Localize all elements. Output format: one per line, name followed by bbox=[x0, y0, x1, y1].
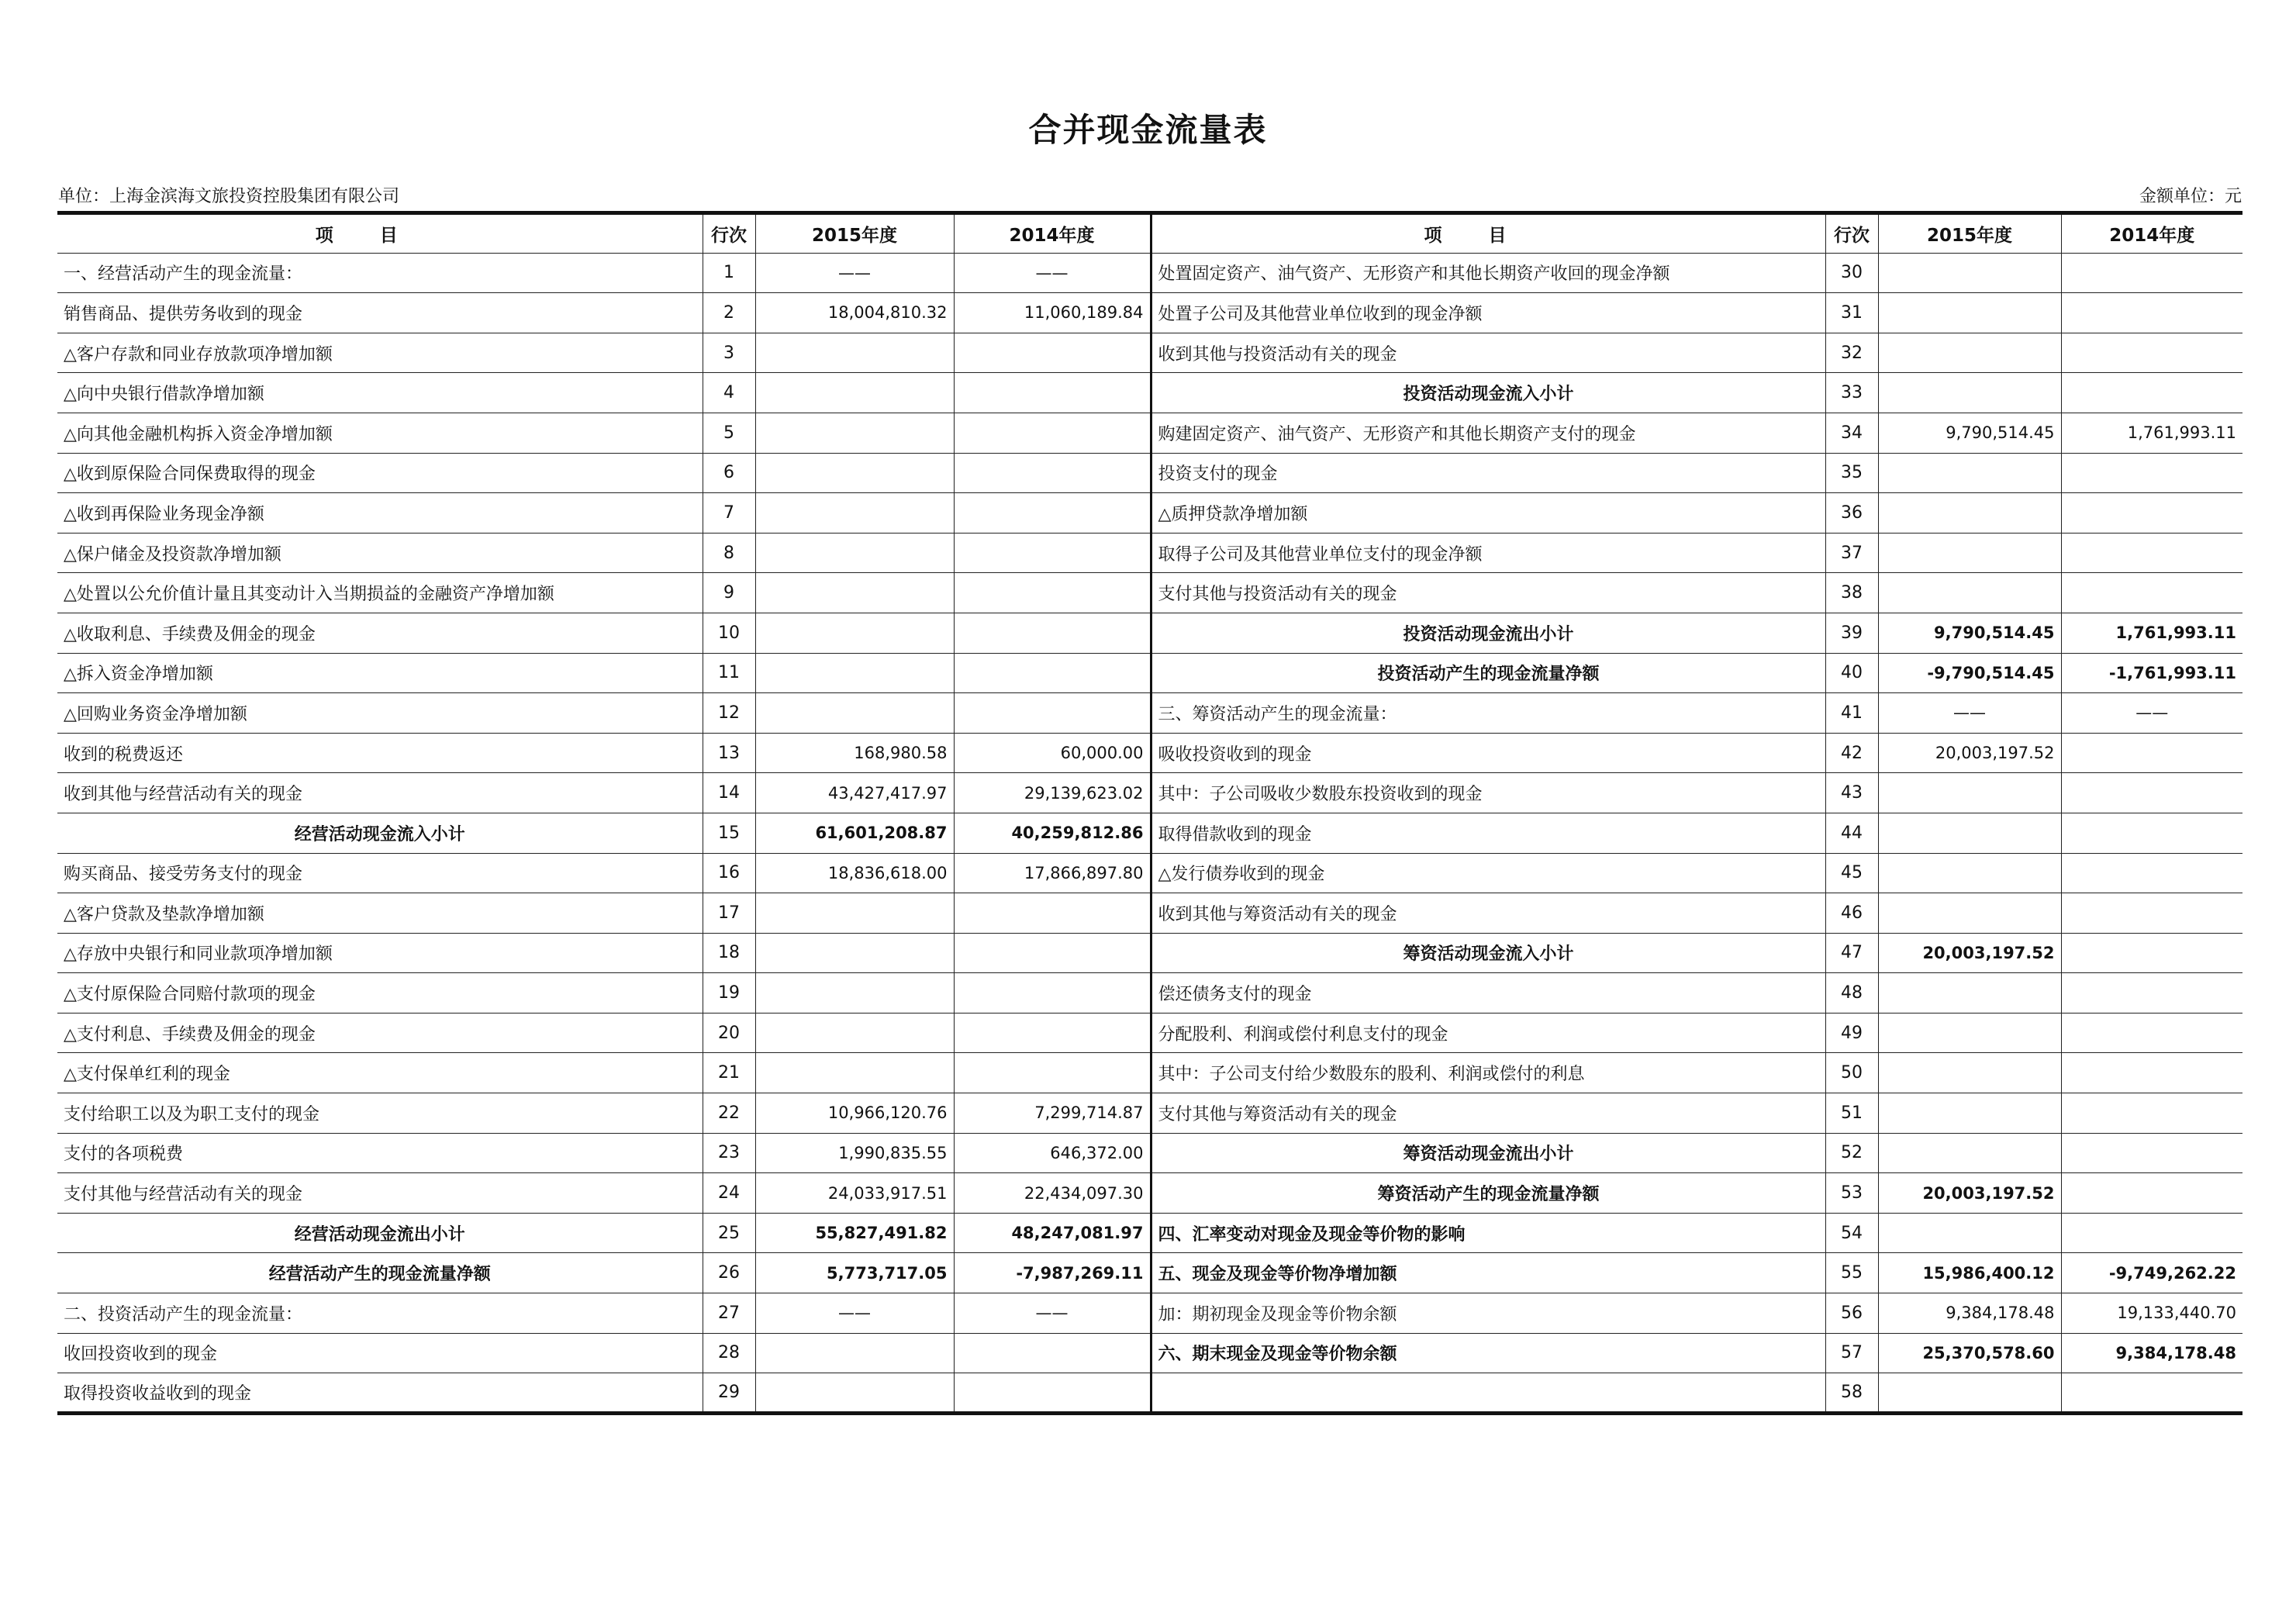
left-line-number: 3 bbox=[703, 333, 755, 373]
left-value-2015: 10,966,120.76 bbox=[755, 1093, 954, 1134]
left-value-2014 bbox=[954, 1333, 1151, 1373]
right-line-number: 37 bbox=[1825, 533, 1878, 573]
left-value-2015 bbox=[755, 893, 954, 934]
right-line-number: 54 bbox=[1825, 1213, 1878, 1253]
left-line-number: 7 bbox=[703, 493, 755, 534]
header-2014-left: 2014年度 bbox=[954, 213, 1151, 254]
left-line-number: 24 bbox=[703, 1173, 755, 1214]
right-value-2014 bbox=[2061, 813, 2242, 853]
left-value-2015: 5,773,717.05 bbox=[755, 1253, 954, 1293]
left-value-2014: —— bbox=[954, 253, 1151, 293]
left-item: △收到原保险合同保费取得的现金 bbox=[57, 453, 703, 493]
right-value-2015 bbox=[1878, 493, 2061, 534]
right-line-number: 58 bbox=[1825, 1373, 1878, 1414]
left-item: △支付利息、手续费及佣金的现金 bbox=[57, 1013, 703, 1053]
right-item: 处置子公司及其他营业单位收到的现金净额 bbox=[1151, 293, 1825, 333]
left-value-2014 bbox=[954, 893, 1151, 934]
table-row bbox=[57, 1293, 2242, 1334]
left-value-2014 bbox=[954, 1013, 1151, 1053]
left-value-2014 bbox=[954, 1053, 1151, 1093]
left-item: 支付的各项税费 bbox=[57, 1133, 703, 1173]
left-line-number: 12 bbox=[703, 693, 755, 734]
right-value-2014 bbox=[2061, 1133, 2242, 1173]
right-item: 购建固定资产、油气资产、无形资产和其他长期资产支付的现金 bbox=[1151, 413, 1825, 453]
right-value-2014 bbox=[2061, 973, 2242, 1014]
right-line-number: 44 bbox=[1825, 813, 1878, 853]
table-row bbox=[57, 293, 2242, 333]
left-value-2014 bbox=[954, 1373, 1151, 1414]
right-item: 收到其他与投资活动有关的现金 bbox=[1151, 333, 1825, 373]
left-value-2014 bbox=[954, 973, 1151, 1014]
table-row bbox=[57, 813, 2242, 853]
left-value-2015 bbox=[755, 333, 954, 373]
right-item bbox=[1151, 1373, 1825, 1414]
right-item: 三、筹资活动产生的现金流量： bbox=[1151, 693, 1825, 734]
right-value-2014 bbox=[2061, 853, 2242, 893]
left-line-number: 11 bbox=[703, 653, 755, 693]
right-line-number: 38 bbox=[1825, 573, 1878, 613]
right-item: 取得借款收到的现金 bbox=[1151, 813, 1825, 853]
right-value-2015 bbox=[1878, 1133, 2061, 1173]
table-row bbox=[57, 533, 2242, 573]
right-value-2015: -9,790,514.45 bbox=[1878, 653, 2061, 693]
left-line-number: 16 bbox=[703, 853, 755, 893]
right-value-2015: 9,384,178.48 bbox=[1878, 1293, 2061, 1334]
right-value-2014 bbox=[2061, 333, 2242, 373]
left-value-2014 bbox=[954, 693, 1151, 734]
table-row bbox=[57, 1053, 2242, 1093]
right-value-2015: 9,790,514.45 bbox=[1878, 413, 2061, 453]
right-value-2015: 20,003,197.52 bbox=[1878, 1173, 2061, 1214]
right-item: 取得子公司及其他营业单位支付的现金净额 bbox=[1151, 533, 1825, 573]
header-2015-left: 2015年度 bbox=[755, 213, 954, 254]
right-item: 筹资活动现金流出小计 bbox=[1151, 1133, 1825, 1173]
right-value-2015 bbox=[1878, 293, 2061, 333]
left-value-2015 bbox=[755, 493, 954, 534]
left-value-2014 bbox=[954, 533, 1151, 573]
table-row bbox=[57, 413, 2242, 453]
left-value-2014: 29,139,623.02 bbox=[954, 773, 1151, 813]
right-item: 支付其他与筹资活动有关的现金 bbox=[1151, 1093, 1825, 1134]
left-line-number: 13 bbox=[703, 733, 755, 773]
left-line-number: 23 bbox=[703, 1133, 755, 1173]
left-item: 经营活动现金流出小计 bbox=[57, 1213, 703, 1253]
table-row bbox=[57, 733, 2242, 773]
right-item: 其中：子公司吸收少数股东投资收到的现金 bbox=[1151, 773, 1825, 813]
right-item: 处置固定资产、油气资产、无形资产和其他长期资产收回的现金净额 bbox=[1151, 253, 1825, 293]
left-item: △支付保单红利的现金 bbox=[57, 1053, 703, 1093]
right-item: 投资活动现金流出小计 bbox=[1151, 613, 1825, 653]
left-item: 收到的税费返还 bbox=[57, 733, 703, 773]
left-value-2014 bbox=[954, 573, 1151, 613]
right-value-2014 bbox=[2061, 733, 2242, 773]
right-line-number: 48 bbox=[1825, 973, 1878, 1014]
left-value-2015: —— bbox=[755, 253, 954, 293]
right-item: 分配股利、利润或偿付利息支付的现金 bbox=[1151, 1013, 1825, 1053]
left-line-number: 10 bbox=[703, 613, 755, 653]
left-item: △客户存款和同业存放款项净增加额 bbox=[57, 333, 703, 373]
table-row bbox=[57, 653, 2242, 693]
right-value-2014 bbox=[2061, 1013, 2242, 1053]
left-value-2015 bbox=[755, 1333, 954, 1373]
left-value-2015: 43,427,417.97 bbox=[755, 773, 954, 813]
table-row bbox=[57, 613, 2242, 653]
left-value-2015 bbox=[755, 413, 954, 453]
right-item: 六、期末现金及现金等价物余额 bbox=[1151, 1333, 1825, 1373]
left-item: △收取利息、手续费及佣金的现金 bbox=[57, 613, 703, 653]
right-line-number: 56 bbox=[1825, 1293, 1878, 1334]
left-item: △拆入资金净增加额 bbox=[57, 653, 703, 693]
left-value-2014 bbox=[954, 653, 1151, 693]
left-line-number: 9 bbox=[703, 573, 755, 613]
table-row bbox=[57, 1173, 2242, 1214]
table-row bbox=[57, 853, 2242, 893]
right-line-number: 51 bbox=[1825, 1093, 1878, 1134]
right-item: 加：期初现金及现金等价物余额 bbox=[1151, 1293, 1825, 1334]
left-value-2015 bbox=[755, 533, 954, 573]
left-value-2015: 18,004,810.32 bbox=[755, 293, 954, 333]
left-line-number: 8 bbox=[703, 533, 755, 573]
left-value-2015: 1,990,835.55 bbox=[755, 1133, 954, 1173]
left-item: 收到其他与经营活动有关的现金 bbox=[57, 773, 703, 813]
left-value-2014: 60,000.00 bbox=[954, 733, 1151, 773]
right-value-2014 bbox=[2061, 773, 2242, 813]
left-value-2015 bbox=[755, 693, 954, 734]
table-row bbox=[57, 1213, 2242, 1253]
header-2015-right: 2015年度 bbox=[1878, 213, 2061, 254]
left-item: 收回投资收到的现金 bbox=[57, 1333, 703, 1373]
right-value-2014 bbox=[2061, 893, 2242, 934]
left-value-2014: -7,987,269.11 bbox=[954, 1253, 1151, 1293]
right-line-number: 52 bbox=[1825, 1133, 1878, 1173]
right-line-number: 35 bbox=[1825, 453, 1878, 493]
left-line-number: 27 bbox=[703, 1293, 755, 1334]
left-item: 一、经营活动产生的现金流量： bbox=[57, 253, 703, 293]
right-item: 吸收投资收到的现金 bbox=[1151, 733, 1825, 773]
left-line-number: 15 bbox=[703, 813, 755, 853]
left-line-number: 29 bbox=[703, 1373, 755, 1414]
table-row bbox=[57, 453, 2242, 493]
left-value-2015 bbox=[755, 933, 954, 973]
table-row bbox=[57, 1133, 2242, 1173]
left-line-number: 17 bbox=[703, 893, 755, 934]
left-value-2015 bbox=[755, 973, 954, 1014]
left-item: △存放中央银行和同业款项净增加额 bbox=[57, 933, 703, 973]
left-line-number: 1 bbox=[703, 253, 755, 293]
right-value-2014 bbox=[2061, 493, 2242, 534]
left-value-2014: 22,434,097.30 bbox=[954, 1173, 1151, 1214]
table-row bbox=[57, 573, 2242, 613]
table-row bbox=[57, 253, 2242, 293]
table-row bbox=[57, 1373, 2242, 1414]
left-value-2015 bbox=[755, 1373, 954, 1414]
right-value-2015 bbox=[1878, 853, 2061, 893]
header-line-left: 行次 bbox=[703, 213, 755, 254]
page-title: 合并现金流量表 bbox=[1028, 111, 1268, 149]
left-value-2014 bbox=[954, 413, 1151, 453]
right-value-2015: 25,370,578.60 bbox=[1878, 1333, 2061, 1373]
right-line-number: 53 bbox=[1825, 1173, 1878, 1214]
left-value-2014: 48,247,081.97 bbox=[954, 1213, 1151, 1253]
left-item: 取得投资收益收到的现金 bbox=[57, 1373, 703, 1414]
right-item: 其中：子公司支付给少数股东的股利、利润或偿付的利息 bbox=[1151, 1053, 1825, 1093]
right-value-2014 bbox=[2061, 1053, 2242, 1093]
right-line-number: 50 bbox=[1825, 1053, 1878, 1093]
left-value-2015 bbox=[755, 653, 954, 693]
left-line-number: 6 bbox=[703, 453, 755, 493]
table-row bbox=[57, 493, 2242, 534]
left-line-number: 21 bbox=[703, 1053, 755, 1093]
table-row bbox=[57, 373, 2242, 413]
left-line-number: 5 bbox=[703, 413, 755, 453]
left-value-2014: 7,299,714.87 bbox=[954, 1093, 1151, 1134]
left-item: 购买商品、接受劳务支付的现金 bbox=[57, 853, 703, 893]
left-line-number: 28 bbox=[703, 1333, 755, 1373]
right-value-2014 bbox=[2061, 1373, 2242, 1414]
left-line-number: 25 bbox=[703, 1213, 755, 1253]
right-line-number: 57 bbox=[1825, 1333, 1878, 1373]
left-value-2015 bbox=[755, 453, 954, 493]
right-value-2014 bbox=[2061, 533, 2242, 573]
right-item: 收到其他与筹资活动有关的现金 bbox=[1151, 893, 1825, 934]
left-item: △回购业务资金净增加额 bbox=[57, 693, 703, 734]
right-value-2014 bbox=[2061, 373, 2242, 413]
right-value-2014 bbox=[2061, 1093, 2242, 1134]
right-item: 支付其他与投资活动有关的现金 bbox=[1151, 573, 1825, 613]
left-value-2014: 11,060,189.84 bbox=[954, 293, 1151, 333]
right-line-number: 45 bbox=[1825, 853, 1878, 893]
right-item: 四、汇率变动对现金及现金等价物的影响 bbox=[1151, 1213, 1825, 1253]
right-value-2015 bbox=[1878, 1213, 2061, 1253]
right-value-2015: 20,003,197.52 bbox=[1878, 933, 2061, 973]
right-line-number: 40 bbox=[1825, 653, 1878, 693]
table-row bbox=[57, 973, 2242, 1014]
right-item: 投资活动产生的现金流量净额 bbox=[1151, 653, 1825, 693]
header-item-left: 项目 bbox=[57, 213, 703, 254]
right-value-2015 bbox=[1878, 573, 2061, 613]
right-value-2014 bbox=[2061, 253, 2242, 293]
left-value-2014 bbox=[954, 333, 1151, 373]
left-line-number: 19 bbox=[703, 973, 755, 1014]
right-value-2015 bbox=[1878, 813, 2061, 853]
right-value-2014 bbox=[2061, 293, 2242, 333]
left-line-number: 22 bbox=[703, 1093, 755, 1134]
left-item: △收到再保险业务现金净额 bbox=[57, 493, 703, 534]
right-line-number: 55 bbox=[1825, 1253, 1878, 1293]
right-value-2015 bbox=[1878, 773, 2061, 813]
table-row bbox=[57, 933, 2242, 973]
cash-flow-table bbox=[57, 211, 2242, 1415]
right-line-number: 41 bbox=[1825, 693, 1878, 734]
right-line-number: 34 bbox=[1825, 413, 1878, 453]
right-item: 筹资活动产生的现金流量净额 bbox=[1151, 1173, 1825, 1214]
right-item: 投资支付的现金 bbox=[1151, 453, 1825, 493]
left-item: 支付其他与经营活动有关的现金 bbox=[57, 1173, 703, 1214]
left-value-2015 bbox=[755, 373, 954, 413]
left-value-2014: 40,259,812.86 bbox=[954, 813, 1151, 853]
left-item: 支付给职工以及为职工支付的现金 bbox=[57, 1093, 703, 1134]
right-line-number: 30 bbox=[1825, 253, 1878, 293]
left-value-2015 bbox=[755, 613, 954, 653]
left-value-2015: 61,601,208.87 bbox=[755, 813, 954, 853]
right-line-number: 32 bbox=[1825, 333, 1878, 373]
reporting-entity: 单位：上海金滨海文旅投资控股集团有限公司 bbox=[58, 187, 400, 206]
table-row bbox=[57, 1333, 2242, 1373]
right-value-2015 bbox=[1878, 1093, 2061, 1134]
right-value-2014: 9,384,178.48 bbox=[2061, 1333, 2242, 1373]
right-line-number: 42 bbox=[1825, 733, 1878, 773]
right-value-2015 bbox=[1878, 333, 2061, 373]
right-item: 五、现金及现金等价物净增加额 bbox=[1151, 1253, 1825, 1293]
left-item: △处置以公允价值计量且其变动计入当期损益的金融资产净增加额 bbox=[57, 573, 703, 613]
left-item: 销售商品、提供劳务收到的现金 bbox=[57, 293, 703, 333]
right-item: △质押贷款净增加额 bbox=[1151, 493, 1825, 534]
left-value-2015: 55,827,491.82 bbox=[755, 1213, 954, 1253]
right-value-2014 bbox=[2061, 933, 2242, 973]
right-value-2015 bbox=[1878, 453, 2061, 493]
right-value-2014: -1,761,993.11 bbox=[2061, 653, 2242, 693]
table-row bbox=[57, 893, 2242, 934]
right-line-number: 49 bbox=[1825, 1013, 1878, 1053]
left-item: △客户贷款及垫款净增加额 bbox=[57, 893, 703, 934]
right-value-2015 bbox=[1878, 533, 2061, 573]
right-line-number: 47 bbox=[1825, 933, 1878, 973]
header-row bbox=[57, 213, 2242, 254]
right-item: △发行债券收到的现金 bbox=[1151, 853, 1825, 893]
left-value-2014 bbox=[954, 613, 1151, 653]
right-value-2015 bbox=[1878, 1013, 2061, 1053]
left-value-2014 bbox=[954, 933, 1151, 973]
left-item: △支付原保险合同赔付款项的现金 bbox=[57, 973, 703, 1014]
right-line-number: 33 bbox=[1825, 373, 1878, 413]
left-value-2014: —— bbox=[954, 1293, 1151, 1334]
right-value-2015: 9,790,514.45 bbox=[1878, 613, 2061, 653]
right-value-2015 bbox=[1878, 253, 2061, 293]
table-row bbox=[57, 1093, 2242, 1134]
right-value-2015 bbox=[1878, 1373, 2061, 1414]
right-value-2015 bbox=[1878, 893, 2061, 934]
right-value-2015: 15,986,400.12 bbox=[1878, 1253, 2061, 1293]
right-value-2014: 19,133,440.70 bbox=[2061, 1293, 2242, 1334]
left-line-number: 20 bbox=[703, 1013, 755, 1053]
left-value-2014 bbox=[954, 453, 1151, 493]
right-item: 筹资活动现金流入小计 bbox=[1151, 933, 1825, 973]
header-2014-right: 2014年度 bbox=[2061, 213, 2242, 254]
left-line-number: 18 bbox=[703, 933, 755, 973]
left-item: △向中央银行借款净增加额 bbox=[57, 373, 703, 413]
left-line-number: 14 bbox=[703, 773, 755, 813]
left-item: 经营活动现金流入小计 bbox=[57, 813, 703, 853]
right-line-number: 36 bbox=[1825, 493, 1878, 534]
right-line-number: 39 bbox=[1825, 613, 1878, 653]
right-value-2014: -9,749,262.22 bbox=[2061, 1253, 2242, 1293]
right-value-2014: 1,761,993.11 bbox=[2061, 613, 2242, 653]
table-row bbox=[57, 333, 2242, 373]
right-line-number: 46 bbox=[1825, 893, 1878, 934]
left-line-number: 2 bbox=[703, 293, 755, 333]
table-row bbox=[57, 773, 2242, 813]
left-line-number: 4 bbox=[703, 373, 755, 413]
right-item: 偿还债务支付的现金 bbox=[1151, 973, 1825, 1014]
table-row bbox=[57, 1013, 2242, 1053]
left-value-2014: 17,866,897.80 bbox=[954, 853, 1151, 893]
right-value-2015: 20,003,197.52 bbox=[1878, 733, 2061, 773]
left-item: △保户储金及投资款净增加额 bbox=[57, 533, 703, 573]
left-value-2015 bbox=[755, 573, 954, 613]
right-line-number: 43 bbox=[1825, 773, 1878, 813]
right-value-2015 bbox=[1878, 373, 2061, 413]
right-value-2015: —— bbox=[1878, 693, 2061, 734]
left-value-2014: 646,372.00 bbox=[954, 1133, 1151, 1173]
left-value-2015: 24,033,917.51 bbox=[755, 1173, 954, 1214]
right-value-2014 bbox=[2061, 1173, 2242, 1214]
left-item: △向其他金融机构拆入资金净增加额 bbox=[57, 413, 703, 453]
table-row bbox=[57, 1253, 2242, 1293]
right-value-2014 bbox=[2061, 1213, 2242, 1253]
right-value-2014: —— bbox=[2061, 693, 2242, 734]
left-value-2014 bbox=[954, 373, 1151, 413]
left-value-2015: 18,836,618.00 bbox=[755, 853, 954, 893]
header-line-right: 行次 bbox=[1825, 213, 1878, 254]
currency-unit: 金额单位：元 bbox=[2139, 187, 2242, 206]
left-item: 经营活动产生的现金流量净额 bbox=[57, 1253, 703, 1293]
right-value-2014 bbox=[2061, 453, 2242, 493]
left-value-2015 bbox=[755, 1013, 954, 1053]
right-value-2015 bbox=[1878, 1053, 2061, 1093]
left-line-number: 26 bbox=[703, 1253, 755, 1293]
right-value-2014 bbox=[2061, 573, 2242, 613]
left-value-2015: 168,980.58 bbox=[755, 733, 954, 773]
right-value-2014: 1,761,993.11 bbox=[2061, 413, 2242, 453]
left-value-2015: —— bbox=[755, 1293, 954, 1334]
left-value-2014 bbox=[954, 493, 1151, 534]
left-item: 二、投资活动产生的现金流量： bbox=[57, 1293, 703, 1334]
right-item: 投资活动现金流入小计 bbox=[1151, 373, 1825, 413]
right-value-2015 bbox=[1878, 973, 2061, 1014]
table-row bbox=[57, 693, 2242, 734]
left-value-2015 bbox=[755, 1053, 954, 1093]
header-item-right: 项目 bbox=[1151, 213, 1825, 254]
right-line-number: 31 bbox=[1825, 293, 1878, 333]
